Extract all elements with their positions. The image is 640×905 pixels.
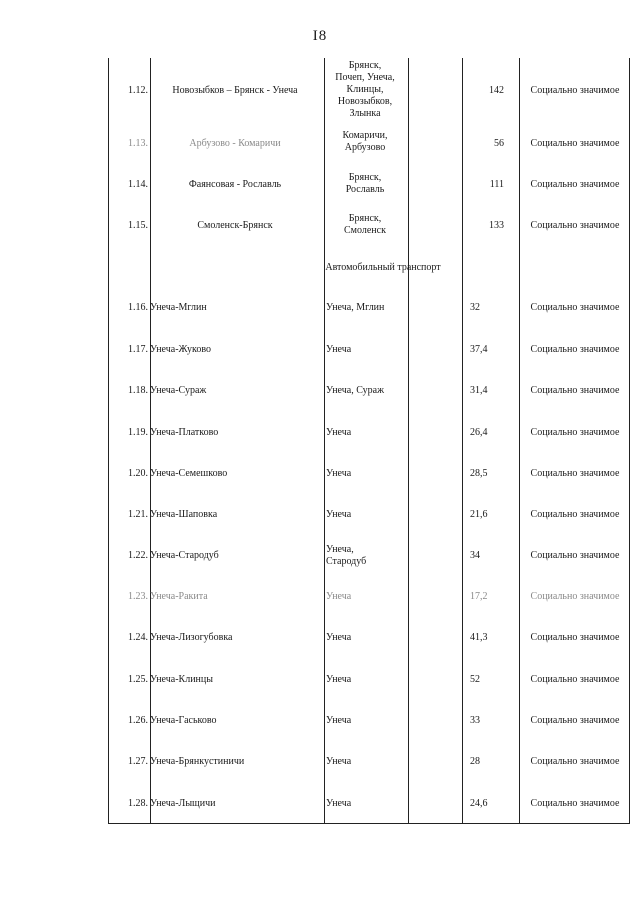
route-status: Социально значимое [530, 302, 620, 313]
route-status: Социально значимое [530, 632, 620, 643]
route-distance: 111 [489, 179, 504, 190]
route-distance: 26,4 [470, 427, 488, 438]
route-stops: Унеча [326, 509, 352, 520]
route-status: Социально значимое [530, 85, 620, 96]
route-status: Социально значимое [530, 220, 620, 231]
route-distance: 37,4 [470, 344, 488, 355]
table-border-bottom [108, 823, 630, 824]
route-status: Социально значимое [530, 756, 620, 767]
column-divider [408, 58, 409, 824]
route-stops: Унеча [326, 591, 352, 602]
route-name: Унеча-Ракита [150, 591, 208, 602]
route-name: Унеча-Семешково [150, 468, 228, 479]
row-number: 1.12. [128, 85, 148, 96]
route-distance: 52 [470, 674, 480, 685]
route-status: Социально значимое [530, 385, 620, 396]
column-divider [519, 58, 520, 824]
route-distance: 24,6 [470, 798, 488, 809]
row-number: 1.27. [128, 756, 148, 767]
route-name: Унеча-Стародуб [150, 550, 219, 561]
route-name: Арбузово - Комаричи [189, 138, 281, 149]
table-border-left [108, 58, 109, 824]
route-stops: Унеча, Сураж [326, 385, 384, 396]
route-name: Фаянсовая - Рославль [188, 179, 282, 190]
row-number: 1.25. [128, 674, 148, 685]
row-number: 1.13. [128, 138, 148, 149]
route-distance: 142 [489, 85, 504, 96]
row-number: 1.17. [128, 344, 148, 355]
row-number: 1.28. [128, 798, 148, 809]
section-title: Автомобильный транспорт [325, 262, 441, 273]
column-divider [462, 58, 463, 824]
row-number: 1.14. [128, 179, 148, 190]
route-status: Социально значимое [530, 138, 620, 149]
route-stops: Унеча [326, 715, 352, 726]
route-stops: Брянск, Рославль [345, 172, 385, 195]
route-name: Унеча-Мглин [150, 302, 207, 313]
route-stops: Комаричи, Арбузово [342, 130, 388, 153]
route-name: Смоленск-Брянск [197, 220, 273, 231]
route-name: Унеча-Лизогубовка [150, 632, 233, 643]
row-number: 1.20. [128, 468, 148, 479]
row-number: 1.24. [128, 632, 148, 643]
route-stops: Унеча [326, 344, 352, 355]
routes-table [108, 58, 630, 824]
route-stops: Унеча, Стародуб [326, 544, 367, 567]
route-distance: 133 [489, 220, 504, 231]
route-stops: Брянск, Смоленск [344, 213, 386, 236]
route-distance: 28 [470, 756, 480, 767]
column-divider [150, 58, 151, 824]
route-status: Социально значимое [530, 715, 620, 726]
row-number: 1.22. [128, 550, 148, 561]
route-name: Унеча-Сураж [150, 385, 207, 396]
route-name: Унеча-Жуково [150, 344, 212, 355]
route-status: Социально значимое [530, 468, 620, 479]
route-status: Социально значимое [530, 509, 620, 520]
route-status: Социально значимое [530, 344, 620, 355]
row-number: 1.19. [128, 427, 148, 438]
route-stops: Унеча [326, 756, 352, 767]
route-status: Социально значимое [530, 798, 620, 809]
route-status: Социально значимое [530, 179, 620, 190]
row-number: 1.23. [128, 591, 148, 602]
route-stops: Унеча [326, 427, 352, 438]
row-number: 1.16. [128, 302, 148, 313]
route-status: Социально значимое [530, 427, 620, 438]
route-status: Социально значимое [530, 591, 620, 602]
route-distance: 33 [470, 715, 480, 726]
route-distance: 31,4 [470, 385, 488, 396]
route-name: Унеча-Гаськово [150, 715, 217, 726]
route-name: Унеча-Платково [150, 427, 219, 438]
route-distance: 41,3 [470, 632, 488, 643]
row-number: 1.21. [128, 509, 148, 520]
row-number: 1.18. [128, 385, 148, 396]
row-number: 1.26. [128, 715, 148, 726]
route-stops: Унеча, Мглин [326, 302, 385, 313]
route-status: Социально значимое [530, 550, 620, 561]
page-number: I8 [312, 28, 328, 44]
route-name: Унеча-Клинцы [150, 674, 213, 685]
route-distance: 21,6 [470, 509, 488, 520]
route-status: Социально значимое [530, 674, 620, 685]
route-name: Унеча-Шаповка [150, 509, 218, 520]
route-name: Унеча-Брянкустиничи [150, 756, 245, 767]
route-stops: Унеча [326, 632, 352, 643]
row-number: 1.15. [128, 220, 148, 231]
column-divider [324, 58, 325, 824]
route-distance: 34 [470, 550, 480, 561]
route-distance: 17,2 [470, 591, 488, 602]
route-stops: Унеча [326, 798, 352, 809]
route-name: Новозыбков – Брянск - Унеча [172, 85, 298, 96]
route-stops: Брянск, Почеп, Унеча, Клинцы, Новозыбков, Злынка [335, 60, 395, 119]
route-distance: 28,5 [470, 468, 488, 479]
route-stops: Унеча [326, 674, 352, 685]
table-border-right [629, 58, 630, 824]
route-distance: 56 [494, 138, 504, 149]
route-stops: Унеча [326, 468, 352, 479]
route-name: Унеча-Лыщичи [150, 798, 216, 809]
route-distance: 32 [470, 302, 480, 313]
